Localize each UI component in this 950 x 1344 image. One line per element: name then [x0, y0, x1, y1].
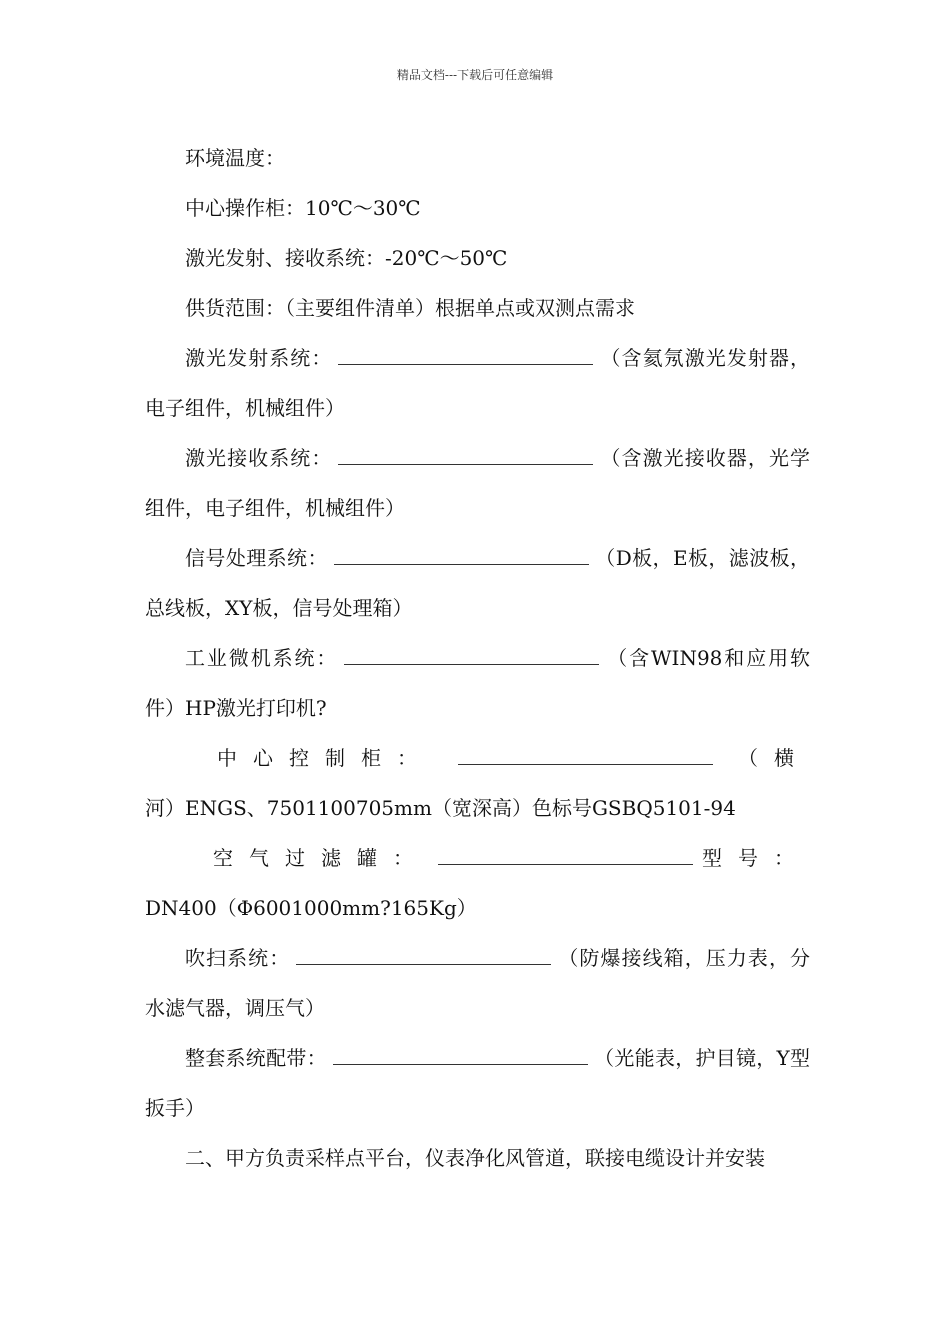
pc-desc: （含WIN98和应用软件）HP激光打印机? [145, 646, 810, 720]
laser-recv-desc: （含激光接收器，光学组件，电子组件，机械组件） [145, 446, 811, 520]
laser-temp: 激光发射、接收系统：-20℃～50℃ [185, 246, 508, 270]
purge-label: 吹扫系统： [185, 946, 291, 970]
laser-recv-blank [338, 448, 593, 465]
accessories-label: 整套系统配带： [185, 1046, 327, 1070]
laser-emit-item [145, 333, 810, 433]
supply-scope: 供货范围：（主要组件清单）根据单点或双测点需求 [185, 296, 635, 320]
laser-emit-blank [338, 348, 593, 365]
air-filter-item [145, 833, 810, 883]
air-filter-blank [438, 848, 693, 865]
accessories-desc: （光能表，护目镜，Y型扳手） [145, 1046, 811, 1120]
laser-recv-label: 激光接收系统： [185, 446, 333, 470]
signal-item [145, 533, 810, 633]
party-a-responsibility: 二、甲方负责采样点平台，仪表净化风管道，联接电缆设计并安装 [185, 1146, 765, 1170]
pc-label: 工业微机系统： [185, 646, 339, 670]
air-filter-model-label: 型号： [702, 846, 810, 870]
laser-recv-item [145, 433, 810, 533]
laser-emit-desc: （含氦氖激光发射器，电子组件，机械组件） [145, 346, 811, 420]
pc-blank [344, 648, 599, 665]
page-header: 精品文档---下载后可任意编辑 [396, 68, 554, 82]
center-control-blank [458, 748, 713, 765]
center-control-item [145, 733, 810, 783]
temp-title: 环境温度： [185, 146, 285, 170]
air-filter-label: 空气过滤罐： [213, 846, 429, 870]
pc-item [145, 633, 810, 733]
accessories-blank [333, 1048, 588, 1065]
purge-desc: （防爆接线箱，压力表，分水滤气器，调压气） [145, 946, 811, 1020]
purge-item [145, 933, 810, 1033]
center-cabinet-temp: 中心操作柜：10℃～30℃ [185, 196, 421, 220]
document-body [145, 133, 810, 1183]
center-control-label: 中心控制柜： [217, 746, 433, 770]
signal-blank [334, 548, 589, 565]
laser-emit-label: 激光发射系统： [185, 346, 333, 370]
center-control-desc-b: 河）ENGS、7501100705mm（宽深高）色标号GSBQ5101-94 [145, 796, 736, 820]
signal-label: 信号处理系统： [185, 546, 328, 570]
purge-blank [296, 948, 551, 965]
signal-desc: （D板，E板，滤波板，总线板，XY板，信号处理箱） [145, 546, 811, 620]
air-filter-desc: DN400（Φ6001000mm?165Kg） [145, 896, 477, 920]
center-control-desc-a: （横 [738, 746, 810, 770]
accessories-item [145, 1033, 810, 1133]
